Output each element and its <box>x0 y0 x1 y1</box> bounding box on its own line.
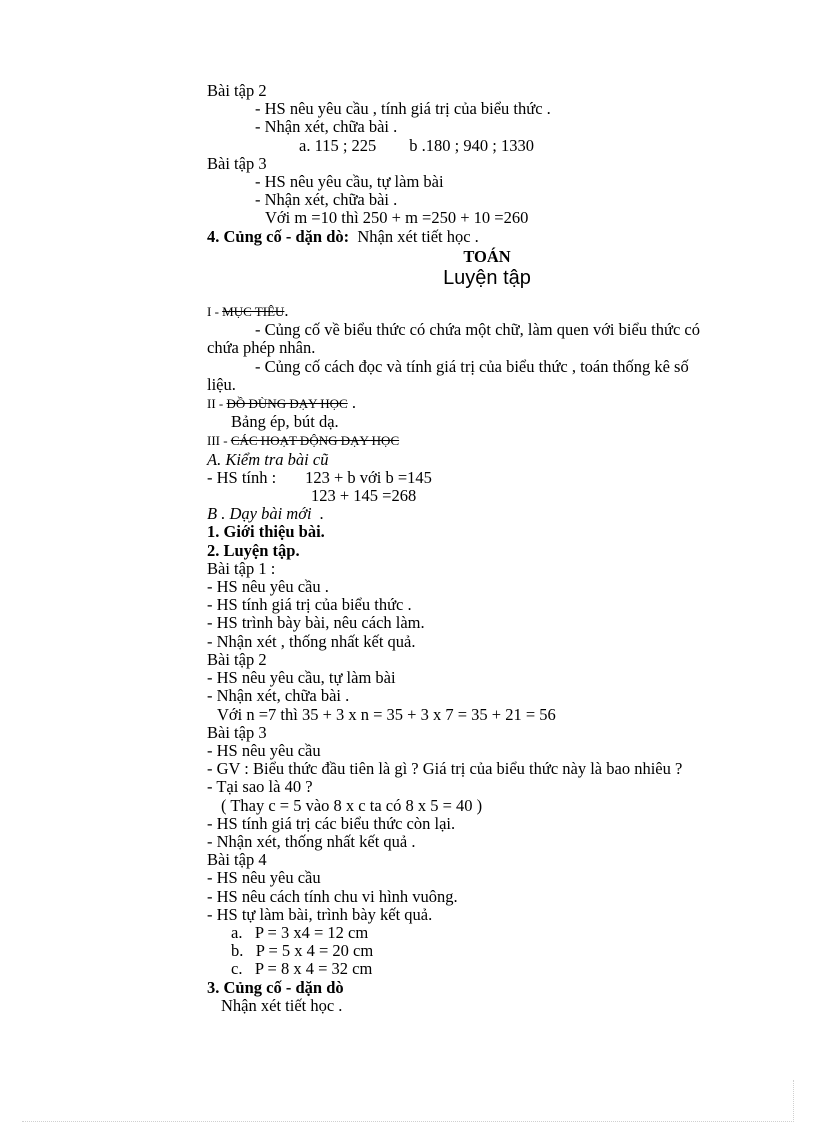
wrap-up-section <box>207 228 767 246</box>
objectives-end: . <box>284 301 289 321</box>
exercise-2-title: Bài tập 2 <box>207 81 267 100</box>
objectives-heading <box>207 302 767 321</box>
practice-3-line-6: - Nhận xét, thống nhất kết quả . <box>207 831 416 851</box>
exercise-2-line-2: - Nhận xét, chữa bài . <box>255 117 398 137</box>
exercise-3-line-1: - HS nêu yêu cầu, tự làm bài <box>255 172 444 192</box>
activities-heading <box>207 431 767 450</box>
activities-number: III - <box>207 433 231 449</box>
objective-line-2: - Củng cố cách đọc và tính giá trị của biểu thức , toán thống kê số <box>255 356 689 376</box>
practice-1-line-2: - HS tính giá trị của biểu thức . <box>207 595 412 615</box>
objectives-number: I - <box>207 304 223 320</box>
practice-2-line-1: - HS nêu yêu cầu, tự làm bài <box>207 668 396 688</box>
wrap-up-label: 4. Củng cố - dặn dò: <box>207 226 350 246</box>
section-a-title: A. Kiểm tra bài cũ <box>207 449 329 469</box>
activities-label: CÁC HOẠT ĐỘNG DẠY HỌC <box>230 433 400 449</box>
objective-line-1-cont: chứa phép nhân. <box>207 338 316 358</box>
step-3-line-1: Nhận xét tiết học . <box>221 995 343 1015</box>
section-a-line-1: - HS tính : 123 + b với b =145 <box>207 467 432 487</box>
wrap-up-text: Nhận xét tiết học . <box>349 226 479 246</box>
materials-heading <box>207 394 767 413</box>
practice-3-line-1: - HS nêu yêu cầu <box>207 740 321 760</box>
practice-3-line-5: - HS tính giá trị các biểu thức còn lại. <box>207 813 456 833</box>
practice-4-answer-a: a. P = 3 x4 = 12 cm <box>231 922 369 942</box>
subject-title: TOÁN <box>463 246 511 266</box>
exercise-3-title: Bài tập 3 <box>207 153 267 173</box>
step-2-title: 2. Luyện tập. <box>207 540 300 560</box>
exercise-2-answer: a. 115 ; 225 b .180 ; 940 ; 1330 <box>299 135 534 155</box>
step-3-title: 3. Củng cố - dặn dò <box>207 977 344 997</box>
step-1-title: 1. Giới thiệu bài. <box>207 522 325 542</box>
practice-2-answer: Với n =7 thì 35 + 3 x n = 35 + 3 x 7 = 35 + 21 = 56 <box>217 704 556 724</box>
practice-4-line-1: - HS nêu yêu cầu <box>207 868 321 888</box>
page-border-right <box>793 1080 794 1120</box>
practice-4-answer-c: c. P = 8 x 4 = 32 cm <box>231 959 373 979</box>
practice-4-line-3: - HS tự làm bài, trình bày kết quả. <box>207 904 433 924</box>
exercise-2-line-1: - HS nêu yêu cầu , tính giá trị của biểu thức . <box>255 99 551 119</box>
objective-line-1: - Củng cố về biểu thức có chứa một chữ, làm quen với biểu thức có <box>255 320 700 340</box>
document-page <box>207 82 767 1015</box>
practice-3-title: Bài tập 3 <box>207 722 267 742</box>
materials-label: ĐỒ DÙNG DẠY HỌC <box>226 396 348 412</box>
section-b-title: B . Dạy bài mới . <box>207 504 324 524</box>
materials-number: II - <box>207 396 227 412</box>
practice-2-line-2: - Nhận xét, chữa bài . <box>207 686 350 706</box>
practice-4-title: Bài tập 4 <box>207 850 267 870</box>
objective-line-2-cont: liệu. <box>207 374 236 394</box>
practice-1-line-4: - Nhận xét , thống nhất kết quả. <box>207 631 416 651</box>
practice-3-line-3: - Tại sao là 40 ? <box>207 777 313 797</box>
practice-3-line-4: ( Thay c = 5 vào 8 x c ta có 8 x 5 = 40 ) <box>221 795 483 815</box>
practice-4-line-2: - HS nêu cách tính chu vi hình vuông. <box>207 886 458 906</box>
exercise-3-line-2: - Nhận xét, chữa bài . <box>255 190 398 210</box>
exercise-3-answer: Với m =10 thì 250 + m =250 + 10 =260 <box>265 208 529 228</box>
practice-4-answer-b: b. P = 5 x 4 = 20 cm <box>231 941 374 961</box>
materials-line-1: Bảng ép, bút dạ. <box>231 412 339 432</box>
section-a-line-2: 123 + 145 =268 <box>311 486 417 506</box>
lesson-title: Luyện tập <box>443 267 531 290</box>
practice-2-title: Bài tập 2 <box>207 649 267 669</box>
materials-end: . <box>347 393 356 413</box>
practice-3-line-2: - GV : Biểu thức đầu tiên là gì ? Giá trị của biểu thức này là bao nhiêu ? <box>207 759 683 779</box>
practice-1-title: Bài tập 1 : <box>207 558 276 578</box>
page-border-bottom <box>22 1121 794 1122</box>
objectives-label: MỤC TIÊU <box>222 304 285 320</box>
practice-1-line-1: - HS nêu yêu cầu . <box>207 577 329 597</box>
practice-1-line-3: - HS trình bày bài, nêu cách làm. <box>207 613 425 633</box>
